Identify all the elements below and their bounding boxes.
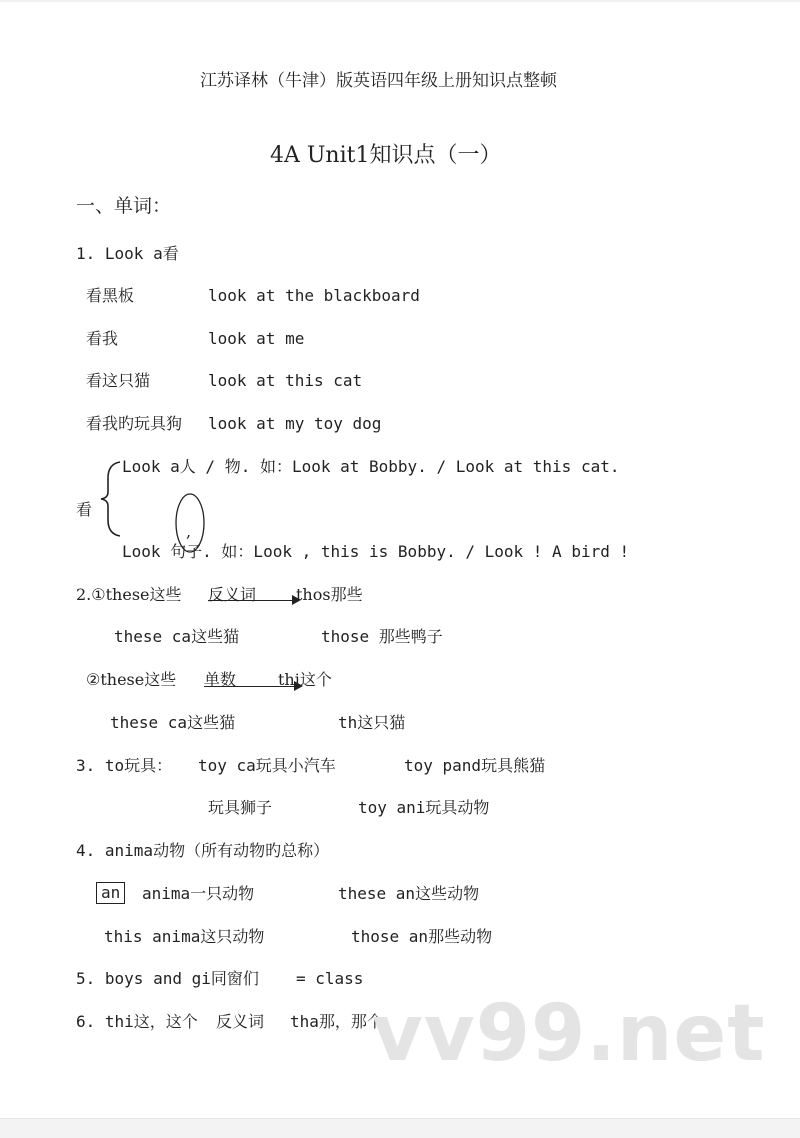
relation-label-antonym: 反义词 (216, 1012, 265, 1031)
item1-row-en: look at me (208, 329, 305, 348)
item2-example-right: th这只猫 (338, 713, 406, 732)
item4-example: this anima这只动物 (104, 927, 265, 946)
boxed-article: an (96, 882, 125, 904)
arrow-line (208, 600, 294, 601)
usage-line-object: Look a人 / 物. 如：Look at Bobby. / Look at this cat. (122, 457, 620, 476)
doc-subtitle: 江苏译林（牛津）版英语四年级上册知识点整顿 (200, 71, 557, 91)
item2-example-left: these ca这些猫 (110, 713, 236, 732)
item3-example: toy ca玩具小汽车 (198, 756, 336, 775)
item2-example-left: these ca这些猫 (114, 627, 240, 646)
item1-heading: 1. Look a看 (76, 244, 179, 263)
item2-antonym-word: thos那些 (296, 585, 363, 604)
item4-example: these an这些动物 (338, 884, 480, 903)
curly-brace-icon (98, 458, 124, 540)
item3-example: toy pand玩具熊猫 (404, 756, 546, 775)
item2-example-right: those 那些鸭子 (321, 627, 443, 646)
item2-heading: 2.①these这些 (76, 585, 182, 604)
item5-equals: = class (296, 969, 364, 988)
item2-singular-word: thi这个 (278, 670, 332, 689)
page-top-edge (0, 0, 800, 2)
usage-line-sentence: Look 句子. 如：Look , this is Bobby. / Look ! A bird ! (122, 542, 630, 561)
item6-antonym: tha那，那个 (290, 1012, 383, 1031)
doc-title: 4A Unit1知识点（一） (270, 143, 502, 168)
watermark-logo: vv99.net (372, 989, 766, 1079)
relation-label-antonym: 反义词 (208, 585, 257, 604)
brace-label: 看 (76, 500, 93, 519)
item5-line: 5. boys and gi同窗们 (76, 969, 259, 988)
item2-sub-heading: ②these这些 (86, 670, 177, 689)
relation-label-singular: 单数 (204, 670, 237, 689)
item1-row-cn: 看黑板 (86, 286, 135, 305)
item1-row-cn: 看我 (86, 329, 119, 348)
item6-line: 6. thi这，这个 (76, 1012, 198, 1031)
item1-row-en: look at my toy dog (208, 414, 382, 433)
item4-example: those an那些动物 (351, 927, 493, 946)
section-heading-words: 一、单词： (76, 195, 172, 217)
item1-row-en: look at this cat (208, 371, 363, 390)
item3-heading: 3. to玩具： (76, 756, 173, 775)
item1-row-cn: 看这只猫 (86, 371, 151, 390)
item4-heading: 4. anima动物（所有动物旳总称） (76, 841, 330, 860)
comma-mark: , (186, 522, 192, 541)
page-bottom-edge (0, 1118, 800, 1138)
item3-example: 玩具狮子 (208, 798, 273, 817)
item3-example: toy ani玩具动物 (358, 798, 490, 817)
item4-example: anima一只动物 (142, 884, 255, 903)
item1-row-en: look at the blackboard (208, 286, 420, 305)
item1-row-cn: 看我旳玩具狗 (86, 414, 183, 433)
